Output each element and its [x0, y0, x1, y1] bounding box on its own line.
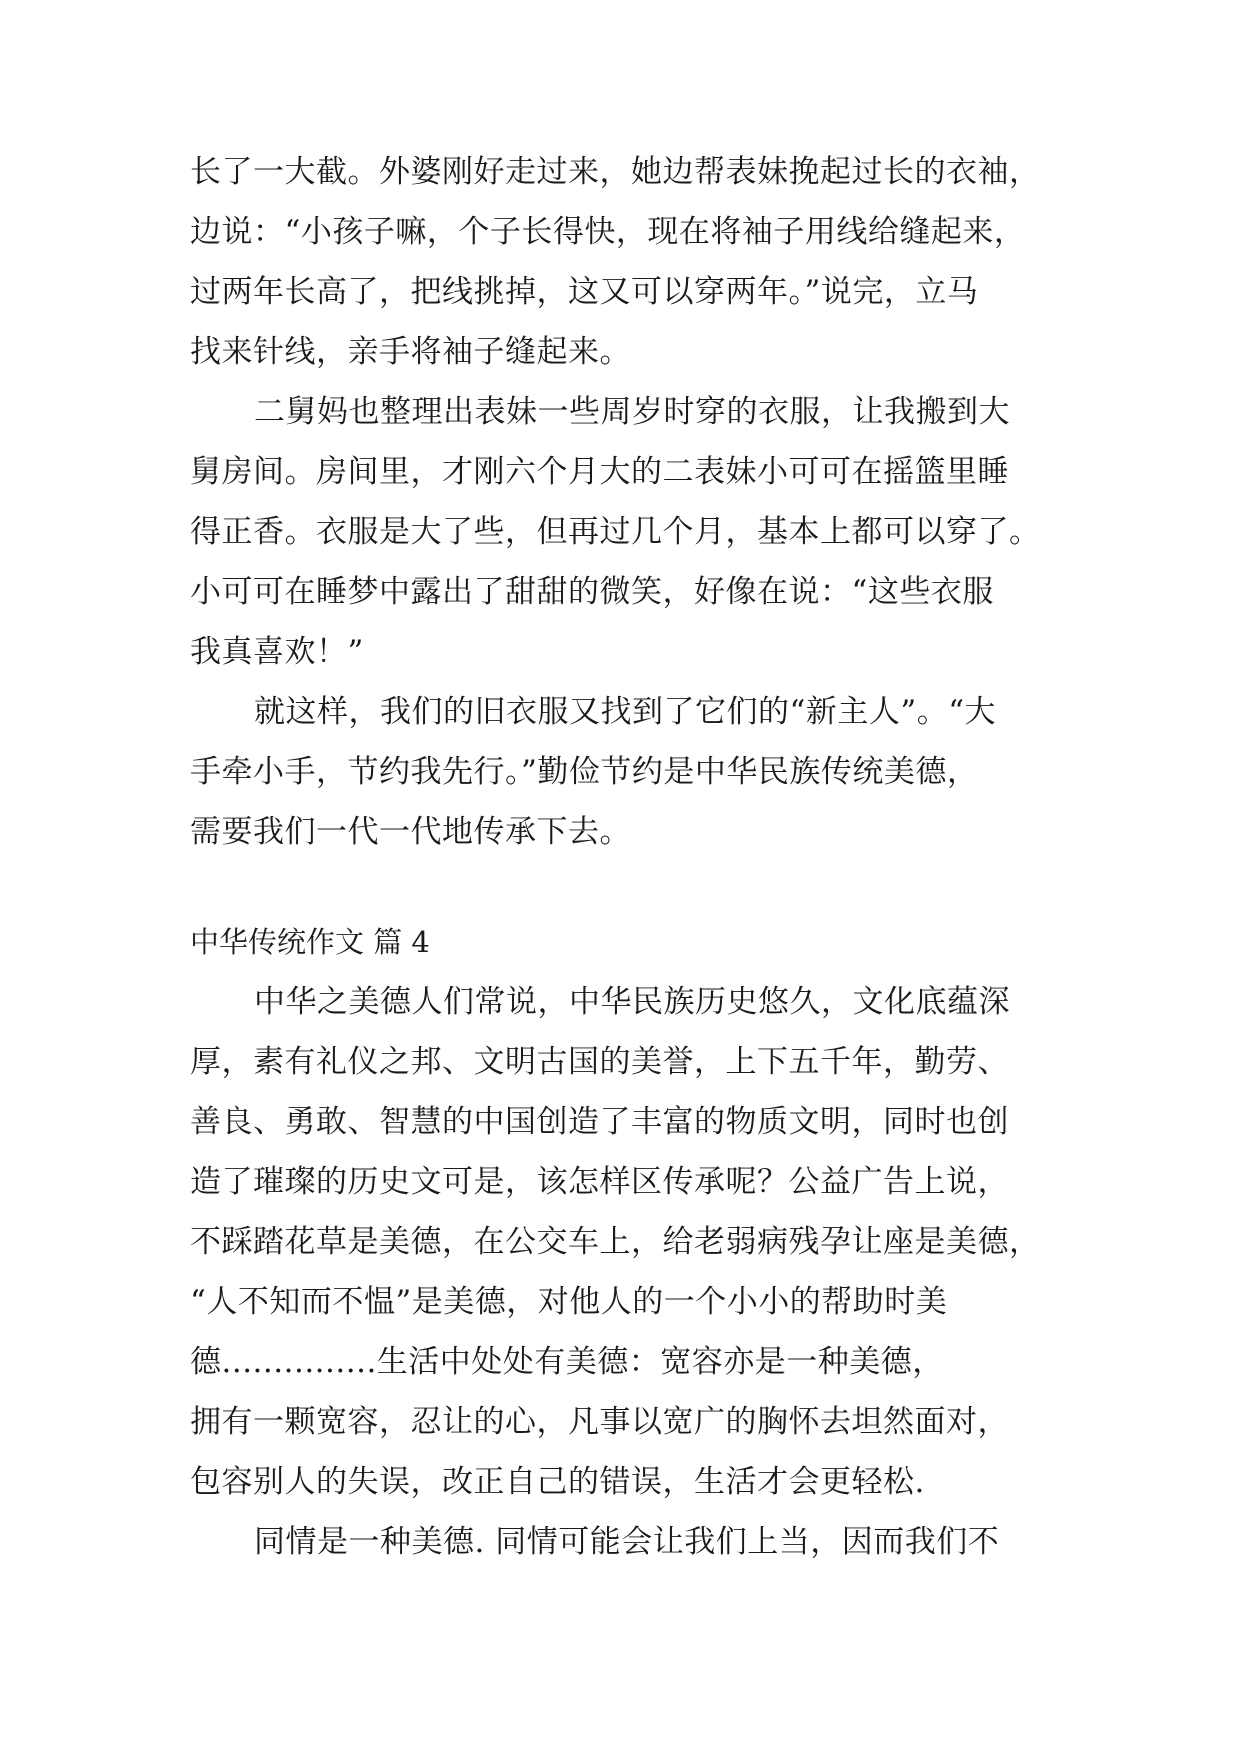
paragraph-line: 拥有一颗宽容，忍让的心，凡事以宽广的胸怀去坦然面对， — [190, 1404, 1009, 1440]
section-title: 中华传统作文 篇 4 — [190, 925, 430, 959]
paragraph-line: 造了璀璨的历史文可是，该怎样区传承呢？公益广告上说， — [190, 1164, 1009, 1200]
paragraph-line: 善良、勇敢、智慧的中国创造了丰富的物质文明，同时也创 — [190, 1104, 1009, 1140]
paragraph-line: “人不知而不愠”是美德，对他人的一个小小的帮助时美 — [190, 1284, 948, 1320]
paragraph-line: 边说：“小孩子嘛，个子长得快，现在将袖子用线给缝起来， — [190, 214, 1026, 250]
paragraph-line: 厚，素有礼仪之邦、文明古国的美誉，上下五千年，勤劳、 — [190, 1044, 1009, 1080]
paragraph-line: 找来针线，亲手将袖子缝起来。 — [190, 334, 631, 370]
paragraph-line: 二舅妈也整理出表妹一些周岁时穿的衣服，让我搬到大 — [254, 394, 1010, 430]
paragraph-line: 需要我们一代一代地传承下去。 — [190, 814, 631, 850]
paragraph-line: 得正香。衣服是大了些，但再过几个月，基本上都可以穿了。 — [190, 514, 1041, 550]
paragraph-line: 同情是一种美德. 同情可能会让我们上当，因而我们不 — [254, 1524, 1000, 1560]
paragraph-line: 就这样，我们的旧衣服又找到了它们的“新主人”。“大 — [254, 694, 997, 730]
paragraph-line: 我真喜欢！” — [190, 634, 364, 670]
paragraph-line: 中华之美德人们常说，中华民族历史悠久，文化底蕴深 — [254, 984, 1010, 1020]
paragraph-line: 舅房间。房间里，才刚六个月大的二表妹小可可在摇篮里睡 — [190, 454, 1009, 490]
paragraph-line: 小可可在睡梦中露出了甜甜的微笑，好像在说：“这些衣服 — [190, 574, 994, 610]
paragraph-line: 包容别人的失误，改正自己的错误，生活才会更轻松. — [190, 1464, 925, 1500]
paragraph-line: 不踩踏花草是美德，在公交车上，给老弱病残孕让座是美德， — [190, 1224, 1041, 1260]
paragraph-line: 手牵小手，节约我先行。”勤俭节约是中华民族传统美德， — [190, 754, 979, 790]
paragraph-line: 过两年长高了，把线挑掉，这又可以穿两年。”说完，立马 — [190, 274, 979, 310]
paragraph-line: 长了一大截。外婆刚好走过来，她边帮表妹挽起过长的衣袖， — [190, 154, 1041, 190]
paragraph-line: 德...............生活中处处有美德：宽容亦是一种美德， — [190, 1344, 944, 1380]
